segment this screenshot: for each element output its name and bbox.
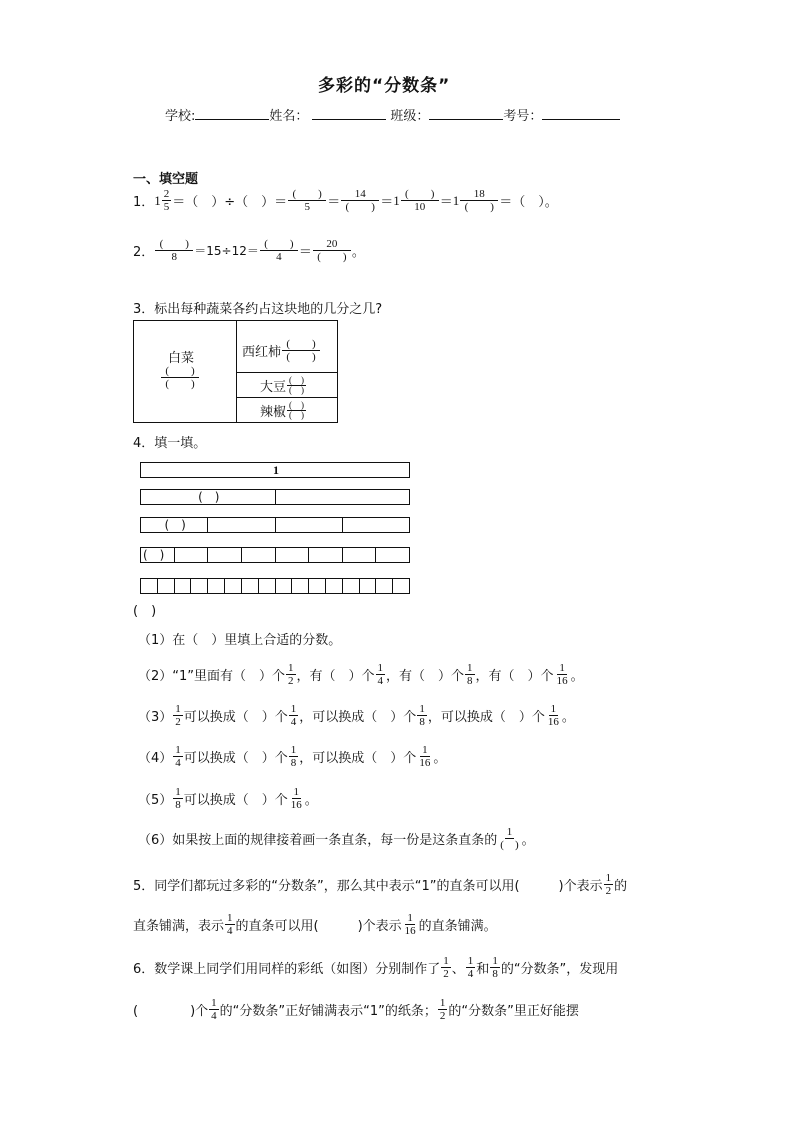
exam-no-blank[interactable] bbox=[542, 107, 620, 120]
exam-no-label: 考号： bbox=[503, 109, 543, 124]
fraction-blank[interactable]: $\frac{( )}{4}$ bbox=[260, 238, 298, 263]
strip-sixteenths bbox=[140, 578, 410, 594]
vegetable-field-diagram bbox=[133, 320, 338, 423]
strip-eighths bbox=[140, 547, 410, 563]
question-6-line-2: ( )个 $\frac{1}{4}$ 的“分数条”正好铺满表示“1”的纸条； $\frac{1}{2}$ 的“分数条”里正好能摆 bbox=[133, 997, 579, 1022]
class-blank[interactable] bbox=[429, 107, 503, 120]
strip-whole: 1 bbox=[140, 462, 410, 478]
strip-halves bbox=[140, 489, 410, 505]
class-label: 班级： bbox=[390, 109, 430, 124]
pepper-label: 辣椒 bbox=[260, 405, 287, 420]
fraction-blank[interactable]: $\frac{1}{( )}$ bbox=[500, 826, 519, 851]
name-blank[interactable] bbox=[312, 107, 386, 120]
q4-part-1: （1）在（ ）里填上合适的分数。 bbox=[138, 633, 342, 648]
tomato-fraction-blank[interactable]: $\frac{( )}{( )}$ bbox=[282, 338, 320, 363]
school-blank[interactable] bbox=[195, 107, 269, 120]
q4-part-6: （6）如果按上面的规律接着画一条直条，每一份是这条直条的 $\frac{1}{( )}$ 。 bbox=[138, 826, 535, 851]
fraction-blank[interactable]: $\frac{14}{( )}$ bbox=[341, 188, 379, 213]
question-6-line-1: 6．数学课上同学们用同样的彩纸（如图）分别制作了 $\frac{1}{2}$ 、 $\frac{1}{4}$ 和 $\frac{1}{8}$ 的“分数条”，发现用 bbox=[133, 955, 619, 980]
question-2: 2． $\frac{( )}{8}$ ＝15÷12＝ $\frac{( )}{4}$ ＝ $\frac{20}{( )}$ 。 bbox=[133, 238, 365, 263]
fraction-blank[interactable]: $\frac{( )}{5}$ bbox=[288, 188, 326, 213]
soybean-fraction-blank[interactable]: $\frac{( )}{( )}$ bbox=[289, 375, 305, 395]
fraction: $\frac{2}{5}$ bbox=[163, 188, 170, 213]
question-4-text: 4．填一填。 bbox=[133, 436, 207, 451]
half-blank[interactable]: ( ) bbox=[141, 490, 276, 504]
q4-part-4: （4） $\frac{1}{4}$ 可以换成（ ）个 $\frac{1}{8}$ ，可以换成（ ）个 $\frac{1}{16}$ 。 bbox=[138, 744, 447, 769]
fraction-blank[interactable]: $\frac{18}{( )}$ bbox=[460, 188, 498, 213]
fraction-blank[interactable]: $\frac{( )}{10}$ bbox=[401, 188, 439, 213]
section-heading: 一、填空题 bbox=[133, 172, 199, 187]
student-info-row bbox=[165, 105, 620, 124]
q4-part-3: （3） $\frac{1}{2}$ 可以换成（ ）个 $\frac{1}{4}$ ，可以换成（ ）个 $\frac{1}{8}$ ，可以换成（ ）个 $\frac{1}{16}$ 。 bbox=[138, 703, 575, 728]
school-label: 学校: bbox=[165, 109, 196, 124]
question-1: 1． 1 $\frac{2}{5}$ ＝（ ）÷（ ）＝ $\frac{( )}{5}$ ＝ $\frac{14}{( )}$ ＝ 1 $\frac{( )}{10}$ ＝ 1 $\frac{18}{( )}$ ＝（ ）。 bbox=[133, 188, 558, 213]
soybean-label: 大豆 bbox=[260, 380, 287, 395]
quarter-blank[interactable]: ( ) bbox=[141, 518, 208, 532]
q4-part-5: （5） $\frac{1}{8}$ 可以换成（ ）个 $\frac{1}{16}$ 。 bbox=[138, 786, 318, 811]
question-5-line-2: 直条铺满，表示 $\frac{1}{4}$ 的直条可以用( )个表示 $\frac{1}{16}$ 的直条铺满。 bbox=[133, 912, 497, 937]
cabbage-fraction-blank[interactable]: $\frac{( )}{( )}$ bbox=[161, 365, 199, 390]
question-3-text: 3．标出每种蔬菜各约占这块地的几分之几? bbox=[133, 302, 383, 317]
eighth-blank[interactable]: ( ) bbox=[141, 548, 175, 562]
fraction-blank[interactable]: $\frac{( )}{8}$ bbox=[155, 238, 193, 263]
cabbage-label: 白菜 bbox=[168, 351, 195, 366]
question-5-line-1: 5．同学们都玩过多彩的“分数条”，那么其中表示“1”的直条可以用( )个表示 $\frac{1}{2}$ 的 bbox=[133, 872, 628, 897]
fraction-blank[interactable]: $\frac{20}{( )}$ bbox=[313, 238, 351, 263]
q4-part-2: （2）“1”里面有（ ）个 $\frac{1}{2}$ ，有（ ）个 $\frac{1}{4}$ ，有（ ）个 $\frac{1}{8}$ ，有（ ）个 $\frac{1}{16}$ 。 bbox=[138, 662, 584, 687]
tomato-label: 西红柿 bbox=[242, 345, 282, 360]
name-label: 姓名： bbox=[269, 109, 309, 124]
strip-quarters bbox=[140, 517, 410, 533]
sixteenth-blank[interactable]: ( ) bbox=[133, 604, 157, 619]
page-title: 多彩的“分数条” bbox=[318, 76, 451, 96]
pepper-fraction-blank[interactable]: $\frac{( )}{( )}$ bbox=[289, 400, 305, 420]
